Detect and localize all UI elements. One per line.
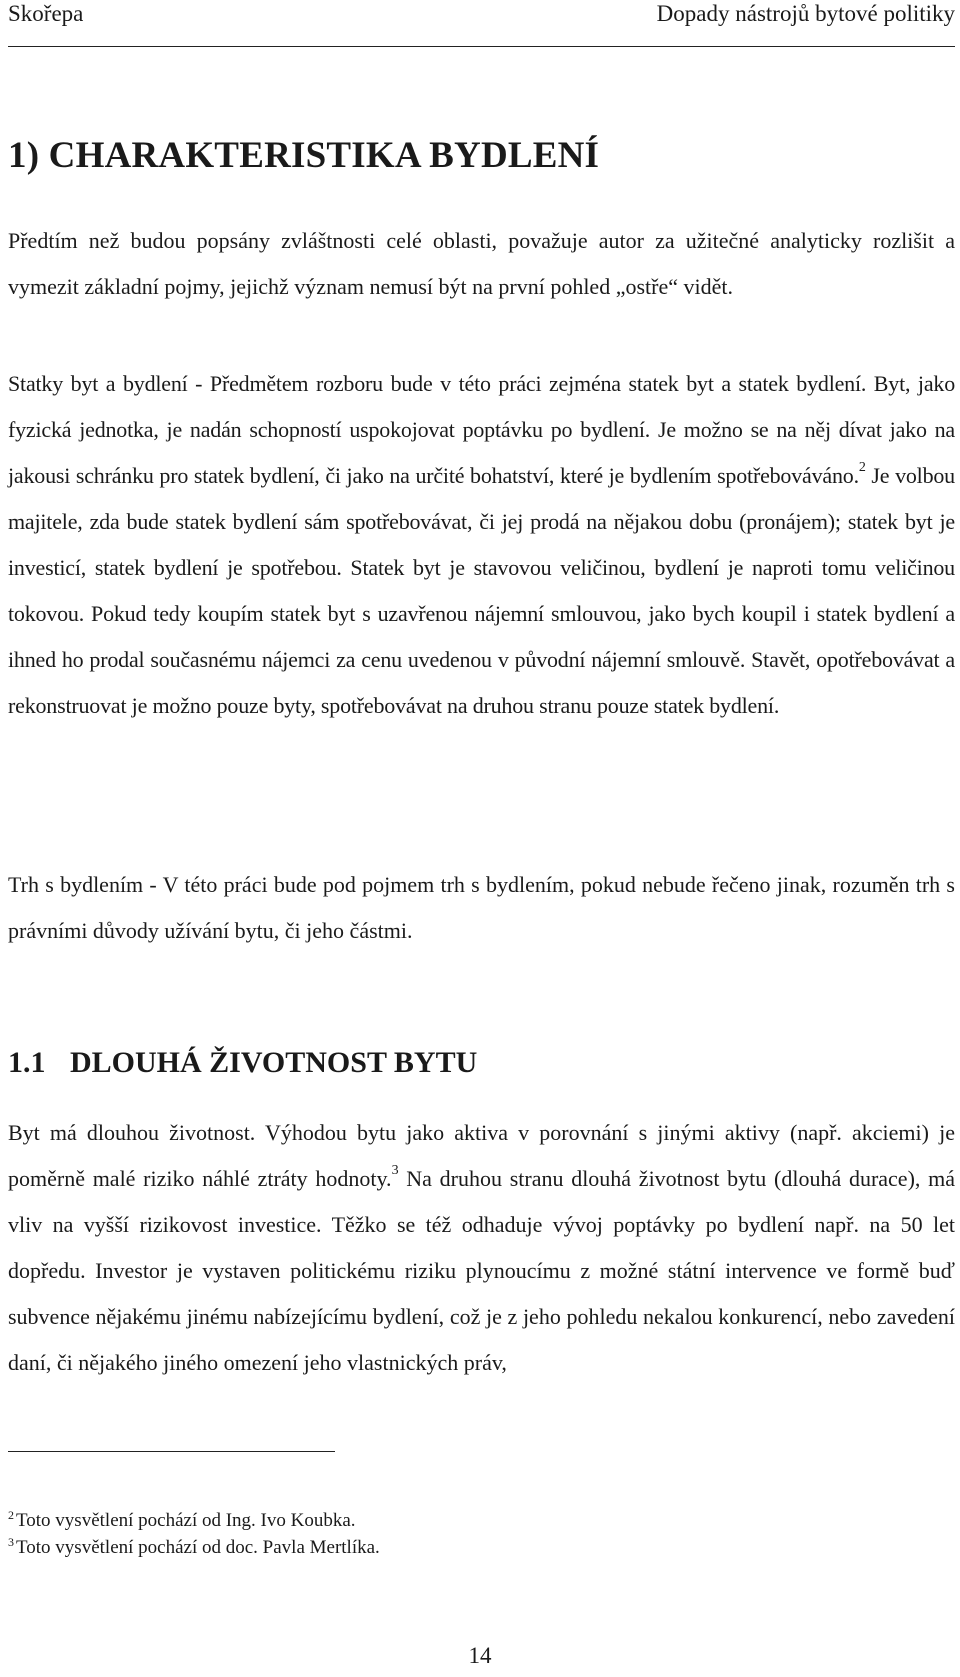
footnote-text: Toto vysvětlení pochází od doc. Pavla Mertlíka. (16, 1537, 380, 1558)
page-number: 14 (468, 1643, 492, 1668)
running-header (8, 0, 955, 47)
footnote-mark: 2 (8, 1508, 14, 1522)
header-author: Skořepa (8, 1, 84, 26)
section-title: DLOUHÁ ŽIVOTNOST BYTU (70, 1046, 478, 1079)
section-text-part2: Na druhou stranu dlouhá životnost bytu (dlouhá durace), má vliv na vyšší rizikovost investice. Těžko se též odhaduje vývoj poptávky po bydlení např. na 50 let dopředu. Investor je vystaven politickému riziku plynoucímu z možné státní intervence ve formě buď subvence nějakému jinému nabízejícímu bydlení, což je z jeho pohledu nekalou konkurencí, nebo zavedení daní, či nějakého jiného omezení jeho vlastnických práv, (8, 1166, 955, 1375)
section-paragraph (8, 1110, 955, 1386)
footnote-ref-3: 3 (391, 1163, 399, 1178)
section-text-part1: Byt má dlouhou životnost. Výhodou bytu jako aktiva v porovnání s jinými aktivy (např. akciemi) je poměrně malé riziko náhlé ztráty hodnoty. (8, 1120, 955, 1191)
footnote-ref-2: 2 (858, 460, 866, 475)
footnote-2 (8, 1508, 380, 1535)
footnote-mark: 3 (8, 1535, 14, 1549)
section-number: 1.1 (8, 1046, 46, 1079)
statky-text-part2: Je volbou majitele, zda bude statek bydlení sám spotřebovávat, či jej prodá na nějakou dobu (pronájem); statek byt je investicí, statek bydlení je spotřebou. Statek byt je stavovou veličinou, bydlení je naproti tomu veličinou tokovou. Pokud tedy koupím statek byt s uzavřenou nájemní smlouvou, jako bych koupil i statek bydlení a ihned ho prodal současnému nájemci za cenu uvedenou v původní nájemní smlouvě. Stavět, opotřebovávat a rekonstruovat je možno pouze byty, spotřebovávat na druhou stranu pouze statek bydlení. (8, 463, 955, 718)
footnote-separator (8, 1451, 335, 1452)
footnotes (8, 1508, 380, 1562)
trh-paragraph: Trh s bydlením - V této práci bude pod pojmem trh s bydlením, pokud nebude řečeno jinak, rozuměn trh s právními důvody užívání bytu, či jeho částmi. (8, 872, 955, 943)
chapter-heading: 1) CHARAKTERISTIKA BYDLENÍ (8, 135, 600, 176)
statky-text-part1: Statky byt a bydlení - Předmětem rozboru bude v této práci zejména statek byt a statek bydlení. Byt, jako fyzická jednotka, je nadán schopností uspokojovat poptávku po bydlení. Je možno se na něj dívat jako na jakousi schránku pro statek bydlení, či jako na určité bohatství, které je bydlením spotřebováváno. (8, 371, 955, 488)
intro-paragraph: Předtím než budou popsány zvláštnosti celé oblasti, považuje autor za užitečné analyticky rozlišit a vymezit základní pojmy, jejichž význam nemusí být na první pohled „ostře“ vidět. (8, 228, 955, 299)
header-title: Dopady nástrojů bytové politiky (656, 1, 955, 26)
footnote-3 (8, 1535, 380, 1562)
footnote-text: Toto vysvětlení pochází od Ing. Ivo Koubka. (16, 1510, 356, 1531)
section-heading (8, 1045, 477, 1081)
statky-paragraph (8, 361, 955, 729)
